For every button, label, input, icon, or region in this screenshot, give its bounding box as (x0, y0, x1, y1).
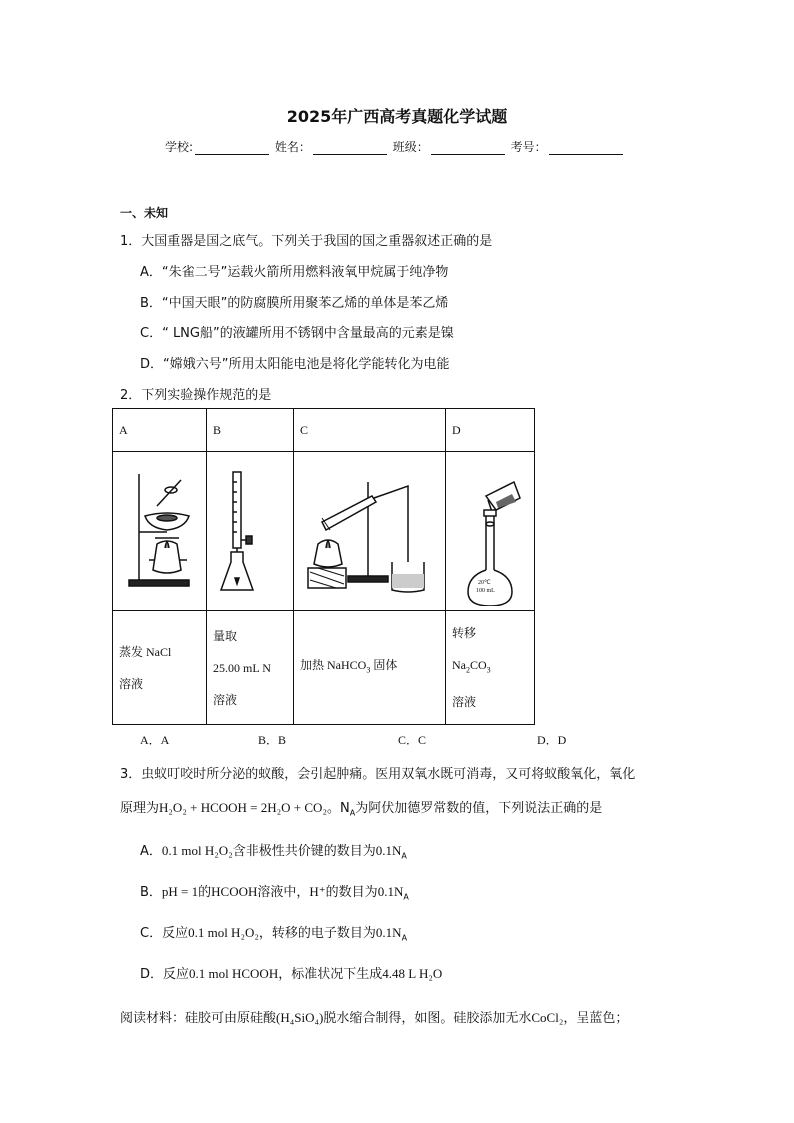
q3a-sub: A (401, 851, 407, 861)
q3-option-c (140, 922, 407, 943)
school-blank[interactable] (195, 142, 269, 155)
q3-option-a (140, 840, 407, 861)
cell-a-line2: 溶液 (119, 676, 144, 691)
q3a-pre: A． (140, 844, 162, 859)
student-info (165, 138, 625, 155)
q1-stem: 1．大国重器是国之底气。下列关于我国的国之重器叙述正确的是 (120, 234, 493, 249)
reading-mid: 脱水缩合制得，如图。硅胶添加无水 (323, 1011, 532, 1026)
class-label: 班级： (392, 140, 429, 154)
q3b-val: 0.1N (377, 884, 404, 899)
q3b-math2: HCOOH (211, 884, 258, 899)
cell-c-post: 固体 (370, 657, 398, 672)
class-blank[interactable] (431, 142, 505, 155)
q1-option-d: D．“嫦娥六号”所用太阳能电池是将化学能转化为电能 (140, 357, 450, 372)
q3-stem-tail: 为阿伏加德罗常数的值，下列说法正确的是 (355, 801, 603, 816)
flask-temp-label: 20℃ (478, 580, 491, 586)
exam-no-blank[interactable] (549, 142, 623, 155)
cell-d-line1: 转移 (452, 625, 477, 640)
reading-formula2: CoCl₂ (531, 1010, 564, 1025)
q3b-math: pH = 1 (161, 884, 199, 899)
school-label: 学校: (165, 140, 194, 154)
cell-c-text (294, 611, 446, 725)
cell-b-line1: 量取 (213, 628, 238, 643)
co: CO (470, 657, 487, 672)
reading-post: ，呈蓝色； (563, 1011, 629, 1026)
cell-a-line1: 蒸发 NaCl (119, 644, 172, 659)
q3c-sub: A (401, 933, 408, 943)
q3c-text: ，转移的电子数目为 (258, 926, 376, 941)
header-c: C (294, 409, 446, 452)
q3a-math: 0.1 mol H₂O₂ (161, 843, 233, 858)
q3d-math2: 4.48 L H₂O (382, 966, 443, 981)
cell-c-pre: 加热 NaHCO (300, 657, 367, 672)
header-d: D (446, 409, 535, 452)
cell-d-line2: 溶液 (452, 695, 477, 710)
evaporation-apparatus-image (113, 452, 207, 611)
q3-option-d (140, 963, 442, 982)
reading-material (120, 1007, 628, 1026)
q3d-text: ，标准状况下生成 (278, 967, 383, 982)
q3d-pre: D．反应 (140, 967, 190, 982)
q2-option-c: C．C (398, 733, 427, 747)
q3-equation: H₂O₂ + HCOOH = 2H₂O + CO₂ (159, 800, 327, 815)
experiment-table (112, 408, 535, 725)
cell-d-formula (452, 649, 528, 686)
q2-option-d: D．D (537, 733, 567, 747)
page-title: 2025年广西高考真题化学试题 (286, 107, 508, 126)
q3d-math: 0.1 mol HCOOH (189, 966, 279, 981)
q3a-text: 含非极性共价键的数目为 (232, 844, 376, 859)
q3c-val: 0.1N (375, 925, 402, 940)
q3c-math: 0.1 mol H₂O₂ (188, 925, 259, 940)
q3-stem-pre: 原理为 (120, 801, 160, 816)
header-b: B (207, 409, 294, 452)
na: Na (452, 657, 466, 672)
cell-b-line3: 溶液 (213, 692, 238, 707)
q3b-sub: A (403, 892, 409, 902)
name-blank[interactable] (313, 142, 387, 155)
q2-stem: 2．下列实验操作规范的是 (120, 388, 272, 403)
q3a-val: 0.1N (375, 843, 402, 858)
header-a: A (113, 409, 207, 452)
cell-d-text (446, 611, 535, 725)
reading-pre: 阅读材料：硅胶可由原硅酸 (120, 1011, 277, 1026)
q3b-math3: H⁺ (309, 884, 326, 899)
reading-formula1: (H₄SiO₄) (276, 1010, 324, 1025)
q2-option-b: B．B (258, 733, 287, 747)
q3b-text3: 的数目为 (325, 885, 378, 900)
q3-na-sub: A (349, 808, 356, 818)
cell-b-line2: 25.00 mL N (213, 660, 271, 675)
q1-option-b: B．“中国天眼”的防腐膜所用聚苯乙烯的单体是苯乙烯 (140, 296, 449, 311)
q1-option-c: C．“ LNG船”的液罐所用不锈钢中含量最高的元素是镍 (140, 326, 454, 341)
q1-option-a: A．“朱雀二号”运载火箭所用燃料液氧甲烷属于纯净物 (140, 265, 449, 280)
q3-option-b (140, 881, 409, 902)
q3b-text1: 的 (198, 885, 212, 900)
q3b-text2: 溶液中， (257, 885, 310, 900)
cell-c-sub: 3 (366, 665, 371, 675)
heating-apparatus-image (294, 452, 446, 611)
sub2: 2 (466, 665, 470, 675)
q3-na: 。N (326, 801, 350, 816)
cell-b-text (207, 611, 294, 725)
q3-stem-line1: 3．虫蚁叮咬时所分泌的蚁酸，会引起肿痛。医用双氧水既可消毒，又可将蚁酸氧化，氧化 (120, 767, 636, 782)
cell-a-text (113, 611, 207, 725)
q2-option-a: A．A (140, 733, 170, 747)
flask-volume-label: 100 mL (476, 588, 495, 594)
burette-apparatus-image (207, 452, 294, 611)
name-label: 姓名： (274, 140, 311, 154)
q3-stem-line2 (120, 797, 602, 818)
q3c-pre: C．反应 (140, 926, 189, 941)
sub3: 3 (486, 665, 491, 675)
section-heading: 一、未知 (120, 206, 169, 220)
exam-no-label: 考号： (510, 140, 547, 154)
q3b-pre: B． (140, 885, 162, 900)
volumetric-flask-image (446, 452, 535, 611)
